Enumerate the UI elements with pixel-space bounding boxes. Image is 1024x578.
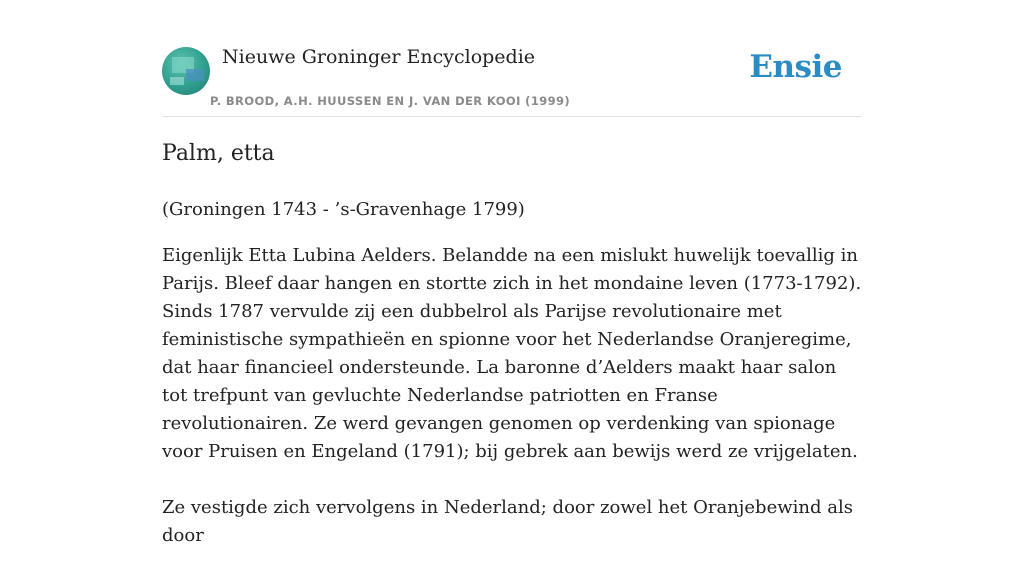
entry-paragraph: Ze vestigde zich vervolgens in Nederland; door zowel het Oranjebewind als door bbox=[162, 497, 853, 546]
entry-dates: (Groningen 1743 - ’s-Gravenhage 1799) bbox=[162, 199, 525, 220]
ensie-logo-link[interactable]: Ensie bbox=[749, 49, 842, 85]
site-header bbox=[162, 46, 862, 117]
avatar-decor bbox=[186, 69, 204, 81]
encyclopedia-title-link[interactable]: Nieuwe Groninger Encyclopedie bbox=[222, 46, 536, 68]
encyclopedia-authors: P. BROOD, A.H. HUUSSEN EN J. VAN DER KOOI (1999) bbox=[210, 94, 571, 108]
entry-paragraph: Eigenlijk Etta Lubina Aelders. Belandde na een mislukt huwelijk toevallig in Parijs. Bleef daar hangen en stortte zich in het mondaine leven (1773-1792). Sinds 1787 vervulde zij een dubbelrol als Parijse revolutionaire met feministische sympathieën en spionne voor het Nederlandse Oranjeregime, dat haar financieel ondersteunde. La baronne d’Aelders maakt haar salon tot trefpunt van gevluchte Nederlandse patriotten en Franse revolutionairen. Ze werd gevangen genomen op verdenking van spionage voor Pruisen en Engeland (1791); bij gebrek aan bewijs werd ze vrijgelaten. bbox=[162, 245, 862, 462]
avatar-decor bbox=[170, 77, 184, 85]
encyclopedia-cover-avatar[interactable] bbox=[162, 47, 210, 95]
article-body bbox=[162, 138, 862, 578]
entry-title: Palm, etta bbox=[162, 141, 275, 166]
